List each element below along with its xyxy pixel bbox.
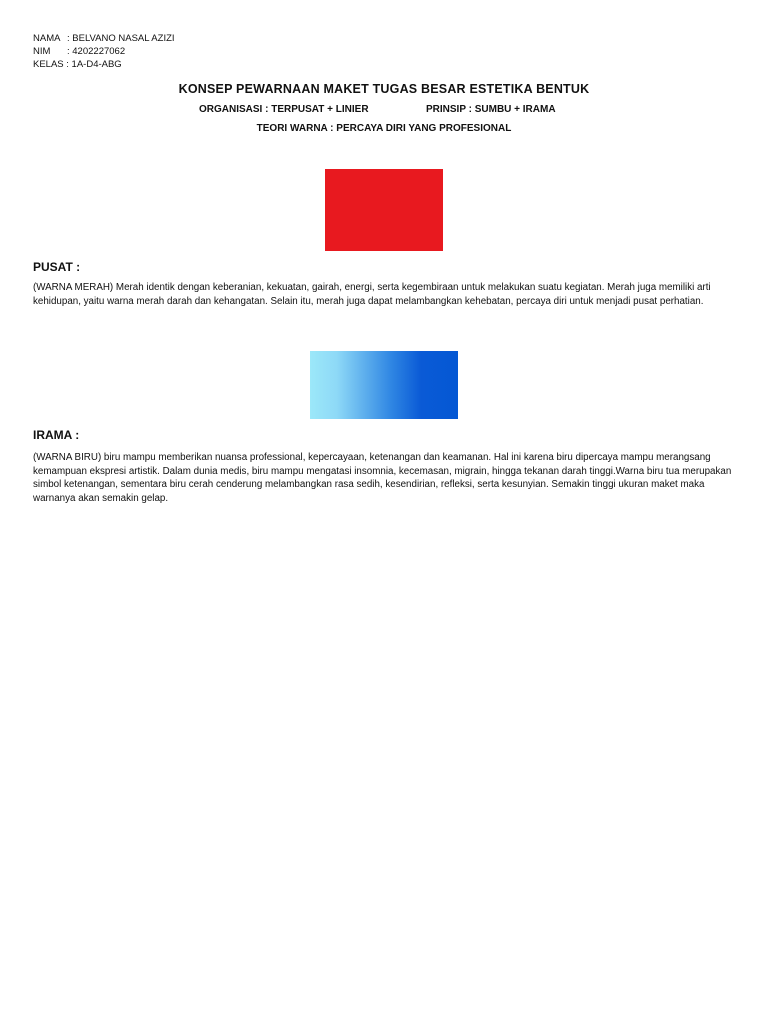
document-title: KONSEP PEWARNAAN MAKET TUGAS BESAR ESTETIKA BENTUK [178, 82, 590, 96]
blue-gradient-swatch [310, 351, 458, 419]
irama-description: (WARNA BIRU) biru mampu memberikan nuansa professional, kepercayaan, ketenangan dan keamanan. Hal ini karena biru dipercaya mampu merangsang kemampuan ekspresi artistik. Dalam dunia medis, biru mampu mengatasi insomnia, kecemasan, migrain, hingga tekanan darah tinggi.Warna biru tua merupakan simbol ketenangan, sementara biru cerah cenderung melambangkan rasa sedih, kesendirian, refleksi, serta kesunyian. Semakin tinggi ukuran maket maka warnanya akan semakin gelap. [33, 452, 732, 504]
pusat-heading: PUSAT : [33, 260, 81, 274]
color-theory-label: TEORI WARNA : PERCAYA DIRI YANG PROFESIONAL [256, 123, 512, 134]
pusat-description: (WARNA MERAH) Merah identik dengan keberanian, kekuatan, gairah, energi, serta kegembiraan untuk melakukan suatu kegiatan. Merah juga memiliki arti kehidupan, yaitu warna merah darah dan kehangatan. Selain itu, merah juga dapat melambangkan kehebatan, percaya diri untuk menjadi pusat perhatian. [33, 282, 711, 307]
organisasi-label: ORGANISASI : TERPUSAT + LINIER [199, 104, 369, 115]
red-color-swatch [325, 169, 443, 251]
class-row: KELAS : 1A-D4-ABG [33, 59, 122, 70]
prinsip-label: PRINSIP : SUMBU + IRAMA [426, 104, 556, 115]
name-value: : BELVANO NASAL AZIZI [67, 33, 175, 44]
irama-heading: IRAMA : [33, 428, 80, 442]
nim-value: : 4202227062 [67, 46, 126, 57]
nim-row [33, 45, 175, 58]
student-info [33, 32, 175, 71]
name-label: NAMA [33, 33, 61, 44]
nim-label: NIM [33, 46, 51, 57]
name-row [33, 32, 175, 45]
